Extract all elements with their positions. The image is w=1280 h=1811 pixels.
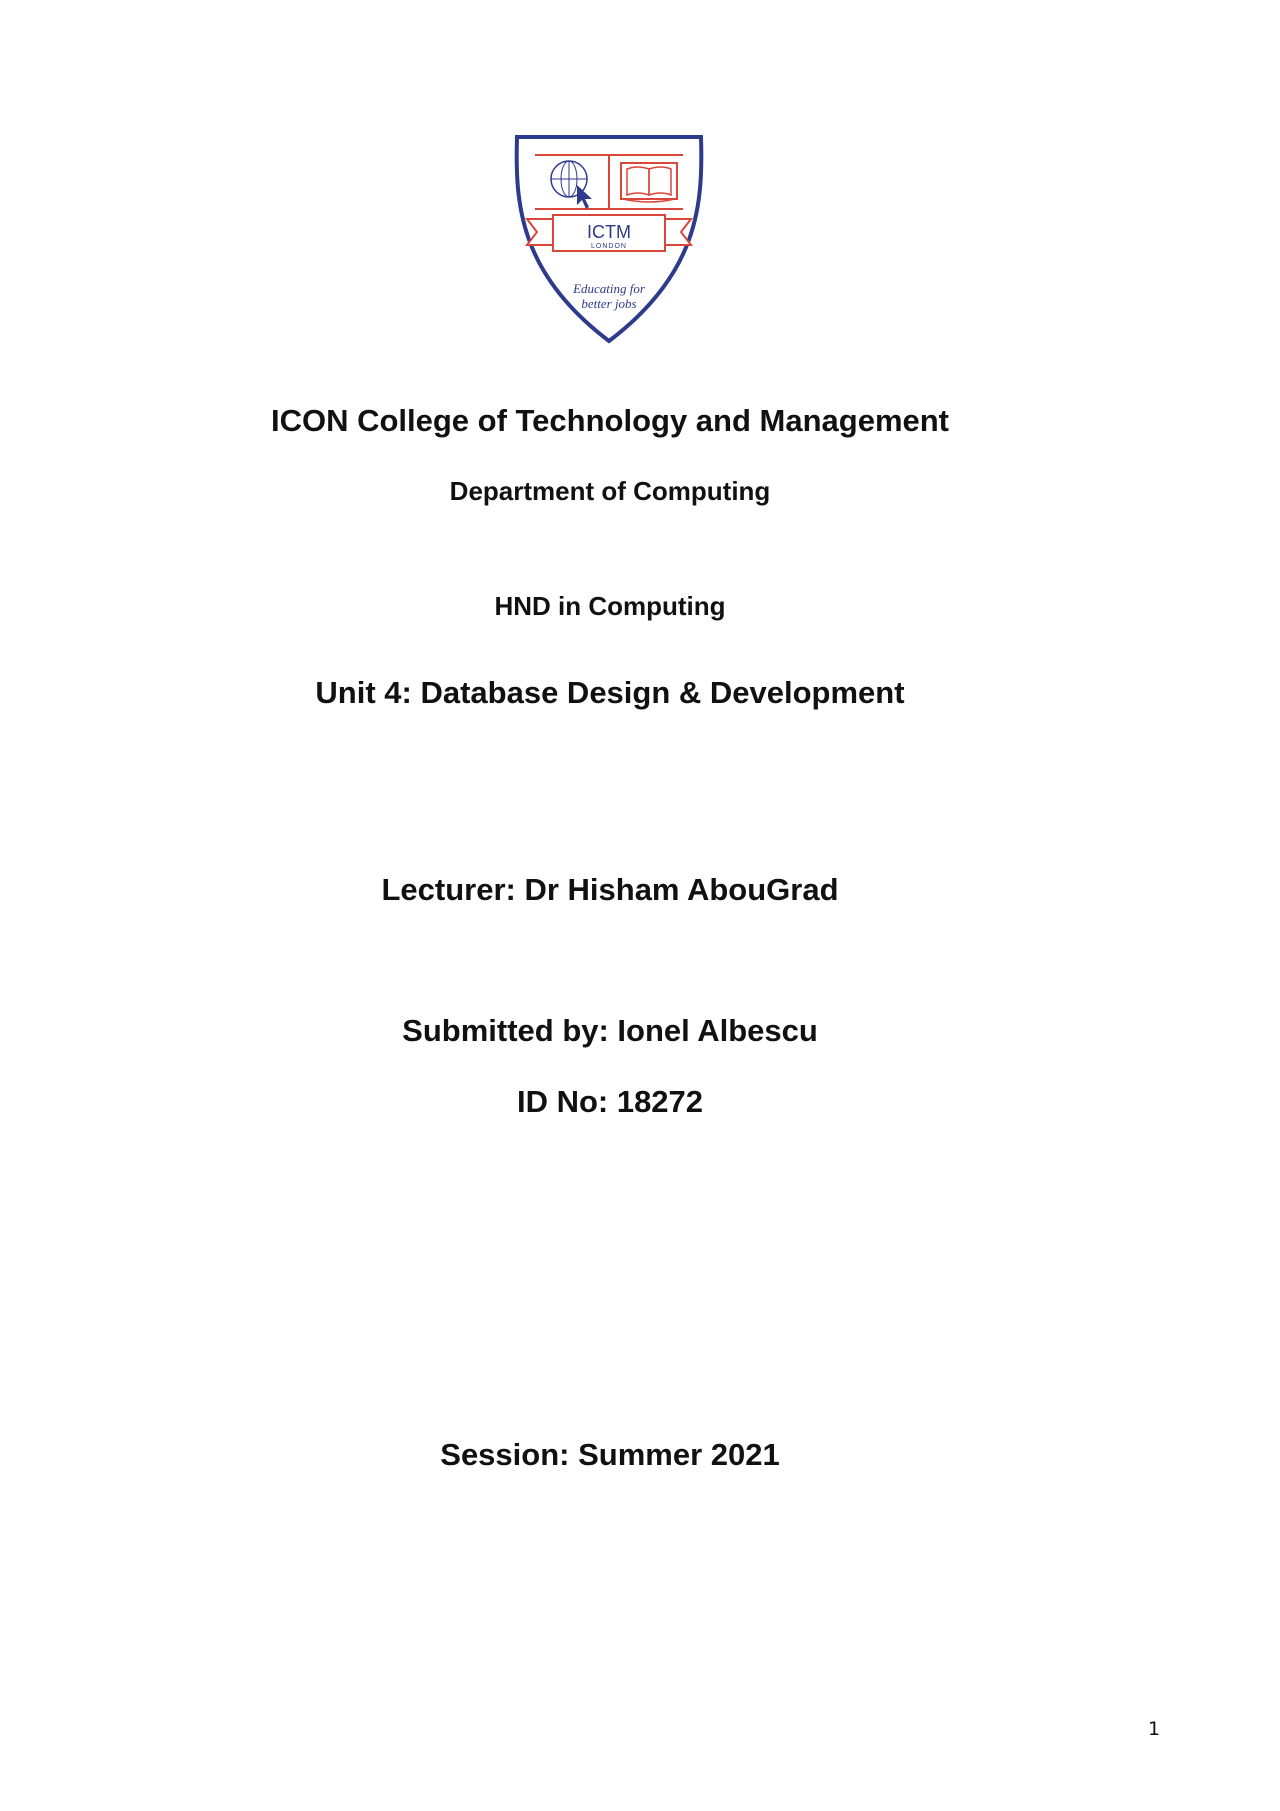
department-name: Department of Computing [449, 476, 771, 506]
logo-motto-line1: Educating for [573, 281, 645, 296]
programme-name: HND in Computing [494, 591, 726, 621]
unit-title: Unit 4: Database Design & Development [315, 675, 905, 710]
session-line: Session: Summer 2021 [440, 1437, 780, 1472]
submitted-by-line: Submitted by: Ionel Albescu [402, 1013, 818, 1048]
page-number: 1 [1148, 1718, 1161, 1740]
logo-city: LONDON [591, 243, 627, 250]
id-number-line: ID No: 18272 [516, 1084, 704, 1119]
college-logo [513, 133, 705, 345]
lecturer-line: Lecturer: Dr Hisham AbouGrad [381, 872, 839, 907]
logo-abbrev: ICTM [587, 222, 631, 242]
logo-motto-line2: better jobs [581, 296, 637, 311]
college-name: ICON College of Technology and Management [270, 403, 950, 438]
